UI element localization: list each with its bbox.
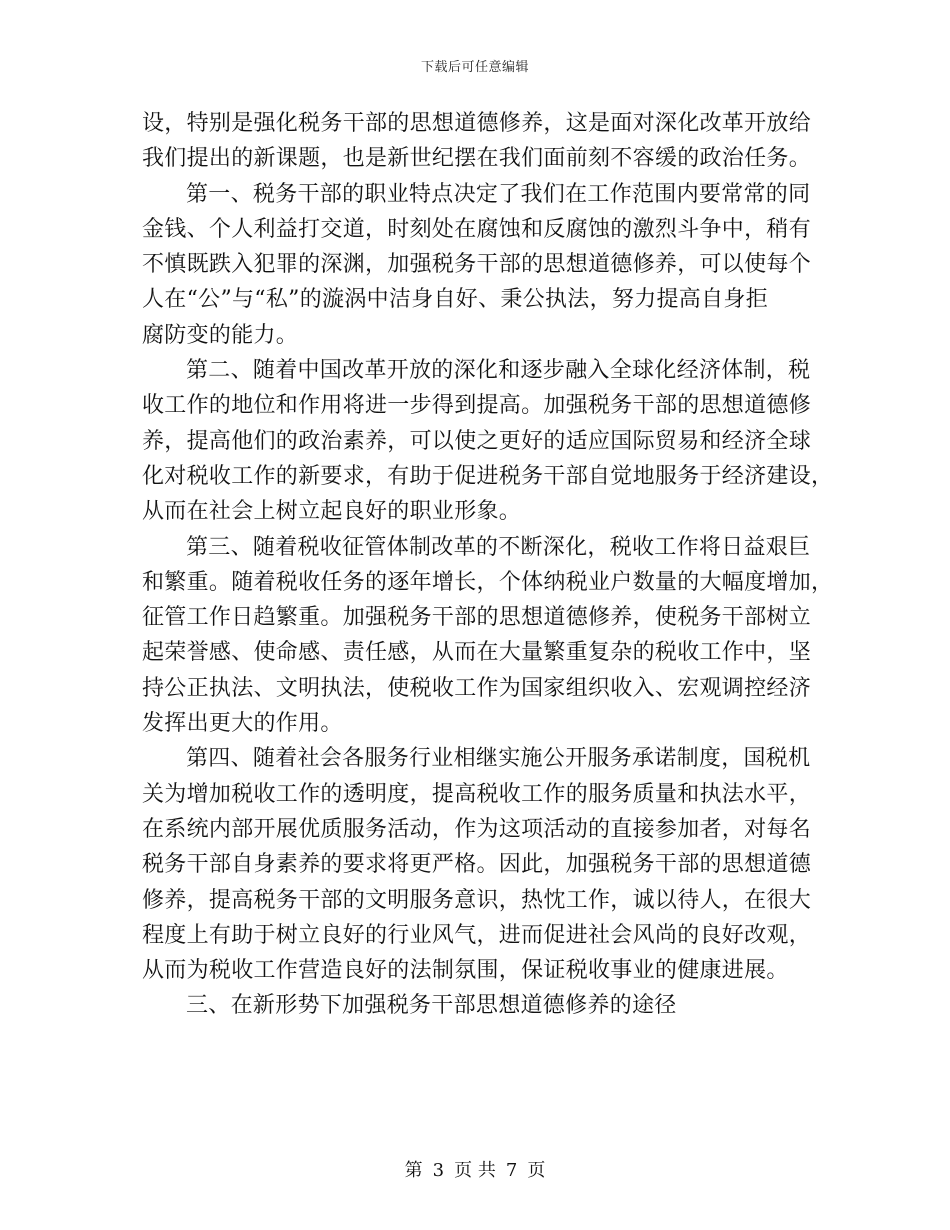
text-line: 化对税收工作的新要求，有助于促进税务干部自觉地服务于经济建设， [142,463,834,489]
text-line: 养，提高他们的政治素养，可以使之更好的适应国际贸易和经济全球 [142,428,812,454]
text-line: 在系统内部开展优质服务活动，作为这项活动的直接参加者，对每名 [142,816,812,842]
text-line: 腐防变的能力。 [142,322,299,348]
page-footer [0,1156,950,1182]
text-line: 持公正执法、文明执法，使税收工作为国家组织收入、宏观调控经济 [142,675,812,701]
total-page-number: 7 [505,1160,518,1181]
text-line: 税务干部自身素养的要求将更严格。因此，加强税务干部的思想道德 [142,852,812,878]
text-line: 收工作的地位和作用将进一步得到提高。加强税务干部的思想道德修 [142,393,812,419]
text-line: 设，特别是强化税务干部的思想道德修养，这是面对深化改革开放给 [142,111,812,136]
paragraph-start-line: 第四、随着社会各服务行业相继实施公开服务承诺制度，国税机 [186,746,811,772]
text-line: 修养，提高税务干部的文明服务意识，热忱工作，诚以待人，在很大 [142,887,812,913]
section-heading-line: 三、在新形势下加强税务干部思想道德修养的途径 [186,993,677,1019]
paragraph-start-line: 第三、随着税收征管体制改革的不断深化，税收工作将日益艰巨 [186,534,811,560]
paragraph-start-line: 第二、随着中国改革开放的深化和逐步融入全球化经济体制，税 [186,358,811,384]
page-header: 下载后可任意编辑 [420,60,529,75]
footer-prefix: 第 [404,1160,423,1181]
current-page-number: 3 [432,1160,445,1181]
paragraph-start-line: 第一、税务干部的职业特点决定了我们在工作范围内要常常的同 [186,181,811,207]
text-line: 征管工作日趋繁重。加强税务干部的思想道德修养，使税务干部树立 [142,605,812,631]
text-line: 从而为税收工作营造良好的法制氛围，保证税收事业的健康进展。 [142,958,789,984]
text-line: 程度上有助于树立良好的行业风气，进而促进社会风尚的良好改观， [142,922,812,948]
text-line: 不慎既跌入犯罪的深渊，加强税务干部的思想道德修养，可以使每个 [142,252,812,278]
text-line: 金钱、个人利益打交道，时刻处在腐蚀和反腐蚀的激烈斗争中，稍有 [142,216,812,242]
text-line: 人在“公”与“私”的漩涡中洁身自好、秉公执法，努力提高自身拒 [142,287,768,313]
footer-middle: 页 共 [454,1160,496,1181]
footer-suffix: 页 [527,1160,546,1181]
text-line: 发挥出更大的作用。 [142,711,343,737]
text-line: 起荣誉感、使命感、责任感，从而在大量繁重复杂的税收工作中，坚 [142,640,812,666]
text-line: 和繁重。随着税收任务的逐年增长，个体纳税业户数量的大幅度增加， [142,569,834,595]
document-body [142,106,834,1024]
text-line: 关为增加税收工作的透明度，提高税收工作的服务质量和执法水平， [142,781,812,807]
text-line: 从而在社会上树立起良好的职业形象。 [142,499,522,525]
text-line: 我们提出的新课题，也是新世纪摆在我们面前刻不容缓的政治任务。 [142,146,812,172]
